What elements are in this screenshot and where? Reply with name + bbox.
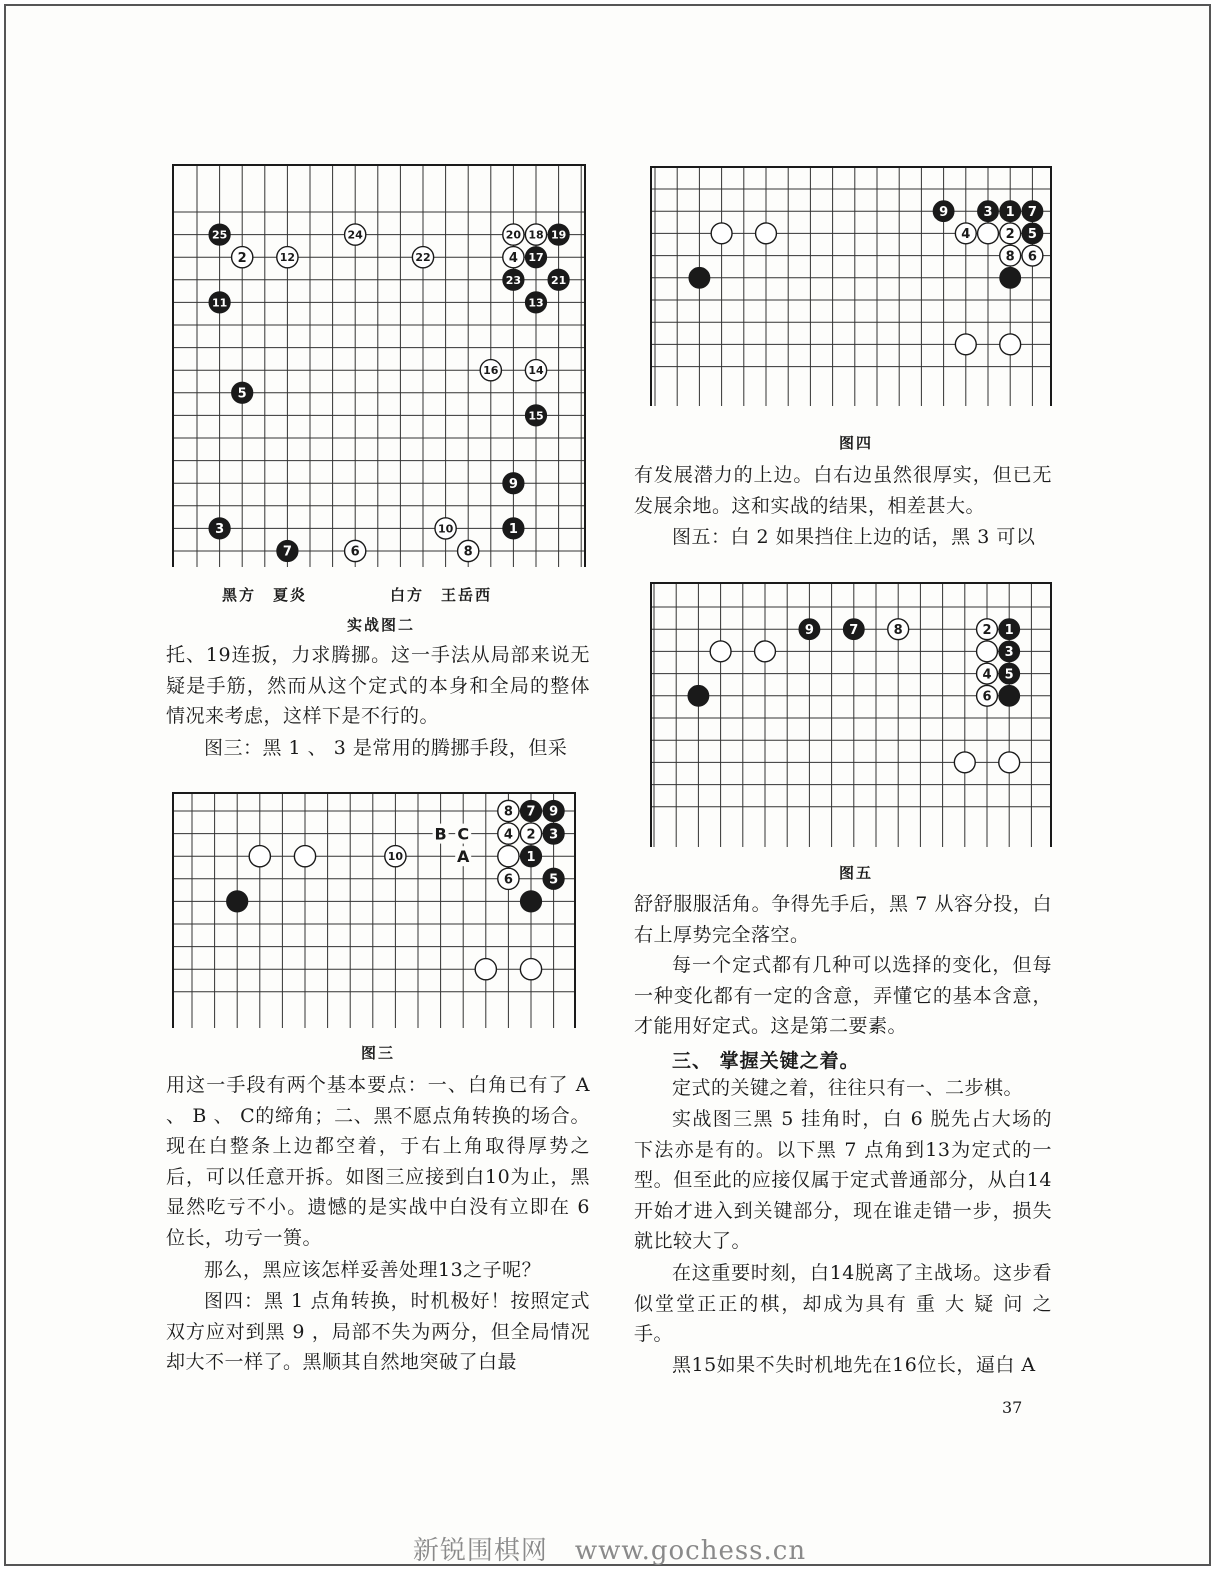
left-paragraph-1: 托、19连扳，力求腾挪。这一手法从局部来说无疑是手筋，然而从这个定式的本身和全局的整体情况来考虑，这样下是不行的。	[166, 644, 590, 728]
board-shizhan2-svg	[172, 164, 586, 567]
stone-number: 16	[483, 364, 499, 378]
white-stone	[955, 334, 976, 355]
go-board-figure-2	[172, 164, 586, 567]
right-paragraph-6: 实战图三黑 5 挂角时，白 6 脱先占大场的下法亦是有的。以下黑 7 点角到13为定式的一型。但至此的应接仅属于定式普通部分，从白14开始才进入到关键部分，现在谁走错一步，损失就比较大了。	[634, 1108, 1052, 1253]
stone-number: 13	[528, 296, 544, 310]
board-label: C	[457, 824, 470, 844]
stone-number: 23	[505, 273, 522, 287]
board-tu3-svg	[172, 792, 576, 1028]
figure-4-caption: 图四	[838, 434, 873, 452]
stone-number: 18	[528, 228, 544, 242]
stone-number: 4	[503, 827, 513, 843]
left-paragraph-5: 图四：黑 1 点角转换，时机极好！按照定式双方应对到黑 9 ，局部不失为两分，但全局情况却大不一样了。黑顺其自然地突破了白最	[166, 1290, 590, 1374]
stone-number: 7	[282, 544, 292, 560]
black-stone	[689, 267, 710, 288]
stone-number: 3	[215, 522, 225, 538]
go-board-figure-4	[650, 166, 1052, 406]
white-stone	[999, 752, 1020, 773]
stone-number: 8	[1005, 249, 1015, 265]
stone-number: 19	[550, 228, 567, 242]
right-paragraph-8: 黑15如果不失时机地先在16位长，逼白 A	[672, 1354, 1036, 1376]
stone-number: 6	[350, 544, 360, 560]
white-stone	[520, 959, 541, 980]
stone-number: 5	[1027, 227, 1037, 243]
stone-number: 4	[508, 250, 518, 266]
stone-number: 8	[893, 622, 903, 638]
white-stone	[498, 846, 519, 867]
stone-number: 4	[961, 227, 971, 243]
left-paragraph-3: 用这一手段有两个基本要点：一、白角已有了 A 、 B 、 C的缔角；二、黑不愿点角转换的场合。现在白整条上边都空着，于右上角取得厚势之后，可以任意开拆。如图三应接到白10为止，黑显然吃亏不小。遗憾的是实战中白没有立即在 6 位长，功亏一篑。	[166, 1074, 590, 1249]
stone-number: 5	[237, 386, 247, 402]
right-paragraph-4: 每一个定式都有几种可以选择的变化，但每一种变化都有一定的含意，弄懂它的基本含意，才能用好定式。这是第二要素。	[634, 954, 1052, 1038]
stone-number: 4	[982, 667, 992, 683]
board-frame	[173, 165, 585, 567]
players-black-caption: 黑方 夏炎	[222, 586, 308, 604]
right-paragraph-5: 定式的关键之着，往往只有一、二步棋。	[672, 1077, 1024, 1099]
stone-number: 7	[526, 804, 536, 820]
stone-number: 7	[1027, 204, 1037, 220]
stone-number: 2	[237, 250, 247, 266]
stone-number: 9	[804, 622, 814, 638]
figure-5-caption: 图五	[838, 864, 873, 882]
black-stone	[520, 891, 541, 912]
stone-number: 8	[463, 544, 473, 560]
stone-number: 11	[211, 296, 228, 310]
black-stone	[688, 685, 709, 706]
stone-number: 5	[1004, 667, 1014, 683]
white-stone	[978, 223, 999, 244]
right-paragraph-1: 有发展潜力的上边。白右边虽然很厚实，但已无发展余地。这和实战的结果，相差甚大。	[634, 464, 1052, 517]
white-stone	[475, 959, 496, 980]
stone-number: 12	[279, 251, 296, 265]
right-paragraph-3: 舒舒服服活角。争得先手后，黑 7 从容分投，白右上厚势完全落空。	[634, 893, 1052, 946]
stone-number: 25	[211, 228, 228, 242]
left-paragraph-2: 图三：黑 1 、 3 是常用的腾挪手段，但采	[204, 737, 568, 759]
stone-number: 8	[503, 804, 513, 820]
white-stone	[756, 223, 777, 244]
white-stone	[977, 641, 998, 662]
section-heading: 三、 掌握关键之着。	[672, 1050, 860, 1072]
stone-number: 24	[347, 228, 363, 242]
white-stone	[954, 752, 975, 773]
stone-number: 6	[982, 689, 992, 705]
stone-number: 15	[528, 409, 544, 423]
stone-number: 2	[982, 622, 992, 638]
black-stone	[999, 685, 1020, 706]
stone-number: 3	[549, 827, 559, 843]
stone-number: 10	[437, 522, 454, 536]
stone-number: 2	[526, 827, 536, 843]
board-tu4-svg	[650, 166, 1052, 406]
figure-3-caption: 图三	[360, 1044, 395, 1062]
stone-number: 3	[983, 204, 993, 220]
book-page	[4, 4, 1211, 1566]
stone-number: 9	[549, 804, 559, 820]
page-number: 37	[1002, 1398, 1023, 1417]
stone-number: 22	[415, 251, 431, 265]
stone-number: 14	[528, 364, 544, 378]
stone-number: 9	[939, 204, 949, 220]
stone-number: 2	[1005, 227, 1015, 243]
watermark: 新锐围棋网 www.gochess.cn	[412, 1536, 807, 1566]
board-label: B	[434, 824, 447, 844]
white-stone	[249, 846, 270, 867]
white-stone	[755, 641, 776, 662]
board-tu5-svg	[650, 582, 1052, 847]
players-white-caption: 白方 王岳西	[390, 586, 493, 604]
stone-number: 6	[503, 872, 513, 888]
right-paragraph-7: 在这重要时刻，白14脱离了主战场。这步看似堂堂正正的棋，却成为具有 重 大 疑 问 之 手。	[634, 1262, 1052, 1346]
left-paragraph-4: 那么，黑应该怎样妥善处理13之子呢？	[204, 1259, 542, 1281]
stone-number: 21	[550, 273, 567, 287]
stone-number: 1	[1005, 204, 1015, 220]
stone-number: 9	[508, 476, 518, 492]
black-stone	[227, 891, 248, 912]
right-paragraph-2: 图五：白 2 如果挡住上边的话，黑 3 可以	[672, 526, 1036, 548]
white-stone	[711, 223, 732, 244]
white-stone	[294, 846, 315, 867]
stone-number: 20	[505, 228, 522, 242]
stone-number: 1	[526, 849, 536, 865]
stone-number: 6	[1027, 249, 1037, 265]
stone-number: 7	[849, 622, 859, 638]
stone-number: 3	[1004, 645, 1014, 661]
stone-number: 10	[387, 850, 404, 864]
stone-number: 5	[549, 872, 559, 888]
white-stone	[1000, 334, 1021, 355]
go-board-figure-3	[172, 792, 576, 1028]
stone-number: 1	[1004, 622, 1014, 638]
board-grid	[174, 166, 584, 567]
stone-number: 1	[508, 522, 518, 538]
board-label: A	[457, 847, 470, 867]
stone-number: 17	[528, 251, 544, 265]
go-board-figure-5	[650, 582, 1052, 847]
figure-2-caption: 实战图二	[346, 616, 415, 634]
white-stone	[710, 641, 731, 662]
black-stone	[1000, 267, 1021, 288]
